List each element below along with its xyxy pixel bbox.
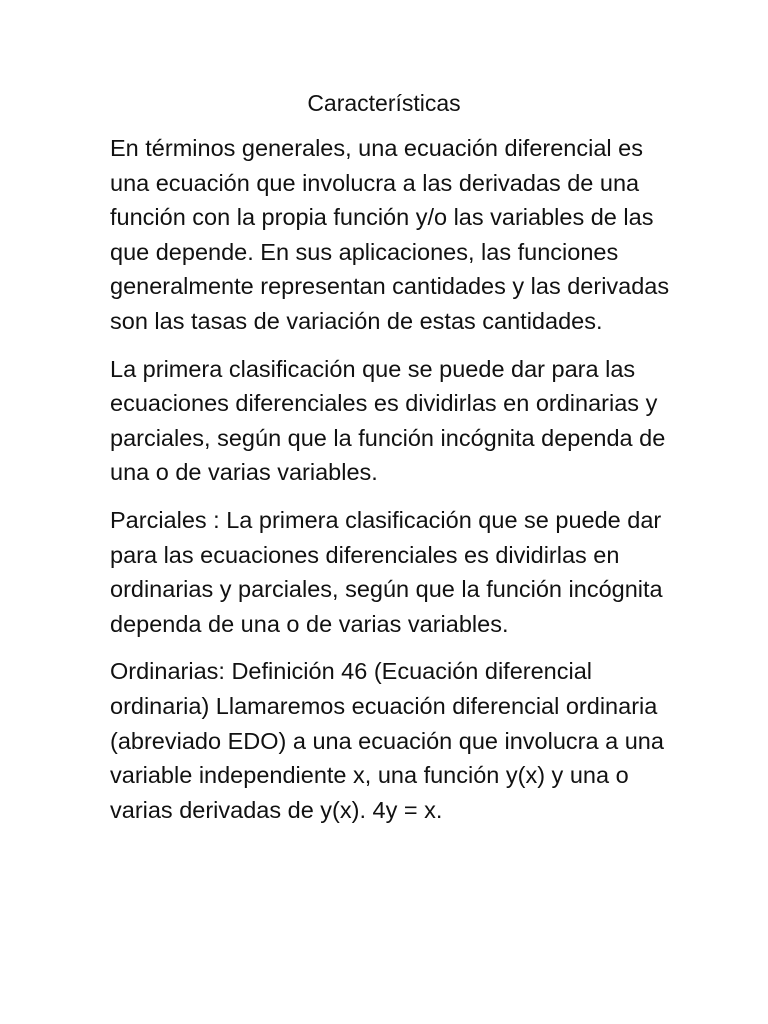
- paragraph-parciales: Parciales : La primera clasificación que se puede dar para las ecuaciones diferenciales es dividirlas en ordinarias y parciales, según que la función incógnita dependa de una o de varias variables.: [110, 506, 663, 637]
- document-body: [110, 131, 670, 840]
- paragraph-classification: La primera clasificación que se puede dar para las ecuaciones diferenciales es dividirlas en ordinarias y parciales, según que la función incógnita dependa de una o de varias variables.: [110, 355, 666, 486]
- page-title: Características: [307, 90, 461, 116]
- paragraph-ordinarias: Ordinarias: Definición 46 (Ecuación diferencial ordinaria) Llamaremos ecuación diferencial ordinaria (abreviado EDO) a una ecuación que involucra a una variable independiente x, una función y(x) y una o varias derivadas de y(x). 4y = x.: [110, 658, 664, 823]
- paragraph-definition: En términos generales, una ecuación diferencial es una ecuación que involucra a las derivadas de una función con la propia función y/o las variables de las que depende. En sus aplicaciones, las funciones generalmente representan cantidades y las derivadas son las tasas de variación de estas cantidades.: [110, 135, 670, 334]
